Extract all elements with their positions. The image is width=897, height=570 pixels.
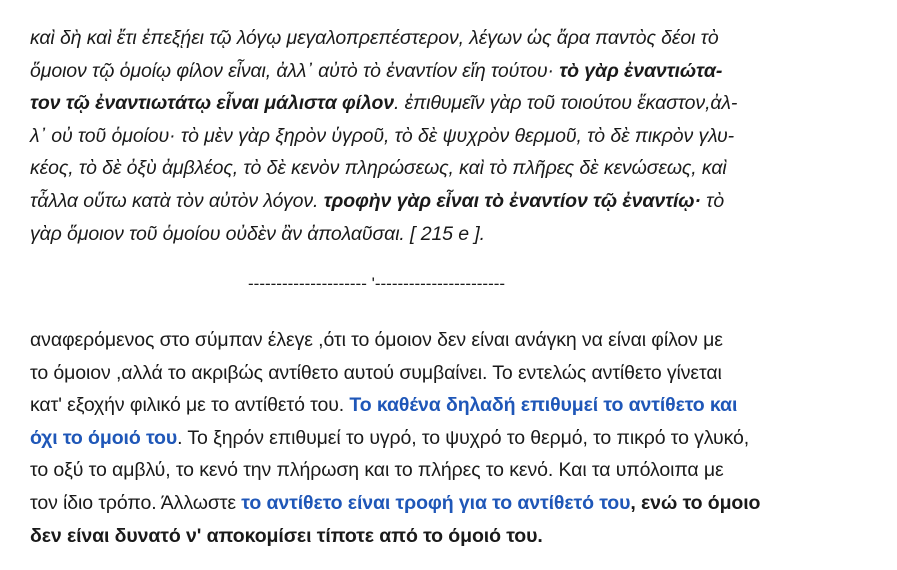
modern-line-4 xyxy=(30,422,885,455)
ancient-line-4: λ᾽ οὐ τοῦ ὁμοίου· τὸ μὲν γὰρ ξηρὸν ὑγροῦ, τὸ δὲ ψυχρὸν θερμοῦ, τὸ δὲ πικρὸν γλυ- xyxy=(30,124,735,147)
ancient-line-6-text: τἆλλα οὕτω κατὰ τὸν αὐτὸν λόγον. xyxy=(30,189,324,212)
section-separator: --------------------- '----------------------- xyxy=(248,274,506,293)
ancient-line-2-bold: τὸ γὰρ ἐναντιώτα- xyxy=(559,59,723,82)
ancient-line-7: γὰρ ὅμοιον τοῦ ὁμοίου οὐδὲν ἂν ἀπολαῦσαι. [ 215 e ]. xyxy=(30,222,485,245)
modern-line-7: δεν είναι δυνατό ν' αποκομίσει τίποτε από το όμοιό του. xyxy=(30,524,543,547)
modern-line-3-text: κατ' εξοχήν φιλικό με το αντίθετό του. xyxy=(30,394,350,417)
modern-line-1: αναφερόμενος στο σύμπαν έλεγε ,ότι το όμοιον δεν είναι ανάγκη να είναι φίλον με xyxy=(30,329,723,351)
modern-line-6 xyxy=(30,487,885,520)
ancient-line-3-bold: τον τῷ ἐναντιωτάτῳ εἶναι μάλιστα φίλον xyxy=(30,92,395,115)
ancient-line-6-bold: τροφὴν γὰρ εἶναι τὸ ἐναντίον τῷ ἐναντίῳ· xyxy=(323,189,701,212)
modern-greek-translation xyxy=(30,324,885,552)
ancient-line-3 xyxy=(30,87,880,120)
modern-line-5: το οξύ το αμβλύ, το κενό την πλήρωση και το πλήρες το κενό. Και τα υπόλοιπα με xyxy=(30,459,724,482)
ancient-line-5: κέος, τὸ δὲ ὀξὺ ἀμβλέος, τὸ δὲ κενὸν πληρώσεως, καὶ τὸ πλῆρες δὲ κενώσεως, καὶ xyxy=(30,157,727,180)
ancient-line-2 xyxy=(30,55,880,88)
ancient-line-1: καὶ δὴ καὶ ἔτι ἐπεξῄει τῷ λόγῳ μεγαλοπρεπέστερον, λέγων ὡς ἄρα παντὸς δέοι τὸ xyxy=(30,27,719,49)
ancient-line-6-tail: τὸ xyxy=(700,189,725,212)
modern-line-4-text: . Το ξηρόν επιθυμεί το υγρό, το ψυχρό το θερμό, το πικρό το γλυκό, xyxy=(177,426,750,449)
modern-line-6-highlight: το αντίθετο είναι τροφή για το αντίθετό του xyxy=(241,491,631,514)
ancient-greek-passage xyxy=(30,22,880,250)
modern-line-3 xyxy=(30,389,885,422)
modern-line-3-highlight: Το καθένα δηλαδή επιθυμεί το αντίθετο και xyxy=(349,394,738,417)
ancient-line-6 xyxy=(30,185,880,218)
modern-line-6-bold: , ενώ το όμοιο xyxy=(630,491,761,514)
modern-line-4-highlight: όχι το όμοιό του xyxy=(30,426,178,449)
modern-line-6-text: τον ίδιο τρόπο. Άλλωστε xyxy=(30,491,242,514)
modern-line-2: το όμοιον ,αλλά το ακριβώς αντίθετο αυτού συμβαίνει. Το εντελώς αντίθετο γίνεται xyxy=(30,361,722,384)
ancient-line-2-text: ὅμοιον τῷ ὁμοίῳ φίλον εἶναι, ἀλλ᾽ αὐτὸ τὸ ἐναντίον εἴη τούτου· xyxy=(30,59,560,82)
ancient-line-3-text: . ἐπιθυμεῖν γὰρ τοῦ τοιούτου ἕκαστον,ἀλ- xyxy=(394,92,738,115)
